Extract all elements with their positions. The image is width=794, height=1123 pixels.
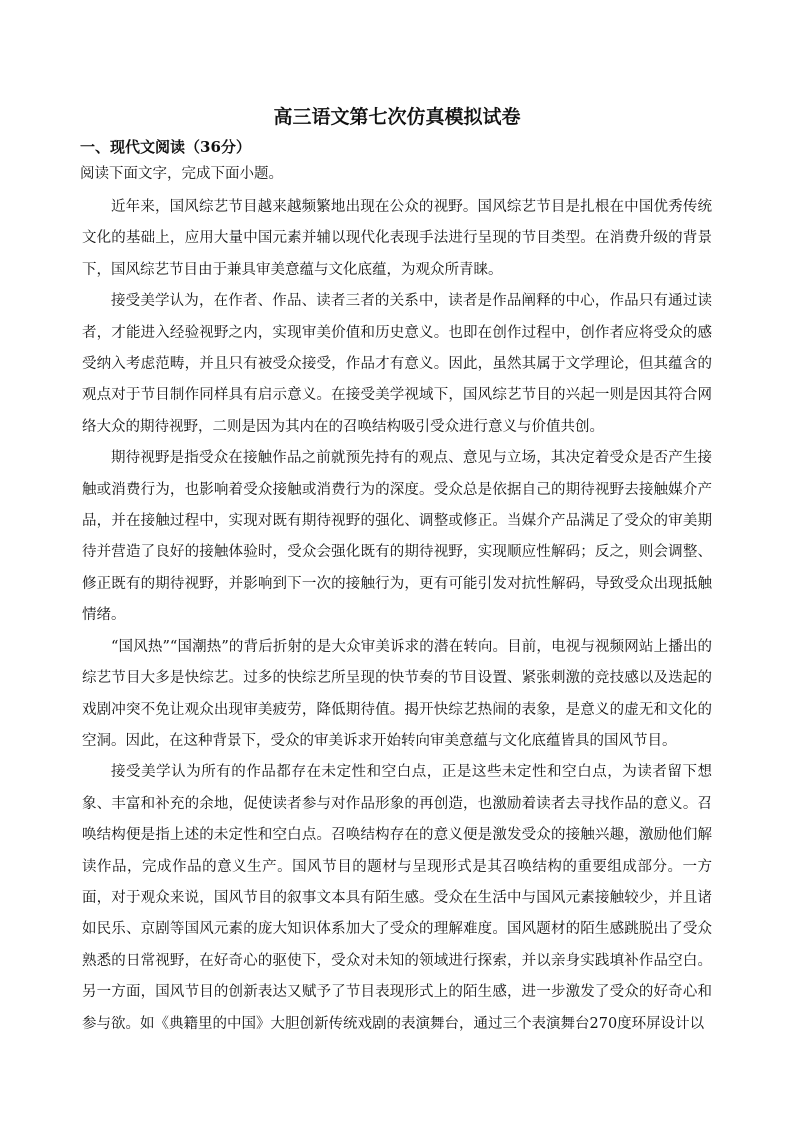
paragraph-3: 期待视野是指受众在接触作品之前就预先持有的观点、意见与立场，其决定着受众是否产生接触或消费行为，也影响着受众接触或消费行为的深度。受众总是依据自己的期待视野去接触媒介产品，并在接触过程中，实现对既有期待视野的强化、调整或修正。当媒介产品满足了受众的审美期待并营造了良好的接触体验时，受众会强化既有的期待视野，实现顺应性解码；反之，则会调整、修正既有的期待视野，并影响到下一次的接触行为，更有可能引发对抗性解码，导致受众出现抵触情绪。 bbox=[82, 450, 712, 624]
paragraph-5: 接受美学认为所有的作品都存在未定性和空白点，正是这些未定性和空白点，为读者留下想象、丰富和补充的余地，促使读者参与对作品形象的再创造，也激励着读者去寻找作品的意义。召唤结构便是指上述的未定性和空白点。召唤结构存在的意义便是激发受众的接触兴趣，激励他们解读作品，完成作品的意义生产。国风节目的题材与呈现形式是其召唤结构的重要组成部分。一方面，对于观众来说，国风节目的叙事文本具有陌生感。受众在生活中与国风元素接触较少，并且诸如民乐、京剧等国风元素的庞大知识体系加大了受众的理解难度。国风题材的陌生感跳脱出了受众熟悉的日常视野，在好奇心的驱使下，受众对未知的领域进行探索，并以亲身实践填补作品空白。另一方面，国风节目的创新表达又赋予了节目表现形式上的陌生感，进一步激发了受众的好奇心和参与欲。如《典籍里的中国》大胆创新传统戏剧的表演舞台，通过三个表演舞台270度环屏设计以 bbox=[82, 764, 712, 1032]
paragraph-1: 近年来，国风综艺节目越来越频繁地出现在公众的视野。国风综艺节目是扎根在中国优秀传统文化的基础上，应用大量中国元素并辅以现代化表现手法进行呈现的节目类型。在消费升级的背景下，国风综艺节目由于兼具审美意蕴与文化底蕴，为观众所青睐。 bbox=[82, 199, 712, 278]
reading-instruction: 阅读下面文字，完成下面小题。 bbox=[80, 166, 283, 182]
paragraph-4: “国风热”“国潮热”的背后折射的是大众审美诉求的潜在转向。目前，电视与视频网站上播出的综艺节目大多是快综艺。过多的快综艺所呈现的快节奏的节目设置、紧张刺激的竞技感以及迭起的戏剧冲突不免让观众出现审美疲劳，降低期待值。揭开快综艺热闹的表象，是意义的虚无和文化的空洞。因此，在这种背景下，受众的审美诉求开始转向审美意蕴与文化底蕴皆具的国风节目。 bbox=[82, 638, 712, 749]
paragraph-2: 接受美学认为，在作者、作品、读者三者的关系中，读者是作品阐释的中心，作品只有通过读者，才能进入经验视野之内，实现审美价值和历史意义。也即在创作过程中，创作者应将受众的感受纳入考虑范畴，并且只有被受众接受，作品才有意义。因此，虽然其属于文学理论，但其蕴含的观点对于节目制作同样具有启示意义。在接受美学视域下，国风综艺节目的兴起一则是因其符合网络大众的期待视野，二则是因为其内在的召唤结构吸引受众进行意义与价值共创。 bbox=[82, 293, 712, 435]
page-title: 高三语文第七次仿真模拟试卷 bbox=[273, 106, 521, 128]
section-heading: 一、现代文阅读（36分） bbox=[80, 138, 251, 156]
